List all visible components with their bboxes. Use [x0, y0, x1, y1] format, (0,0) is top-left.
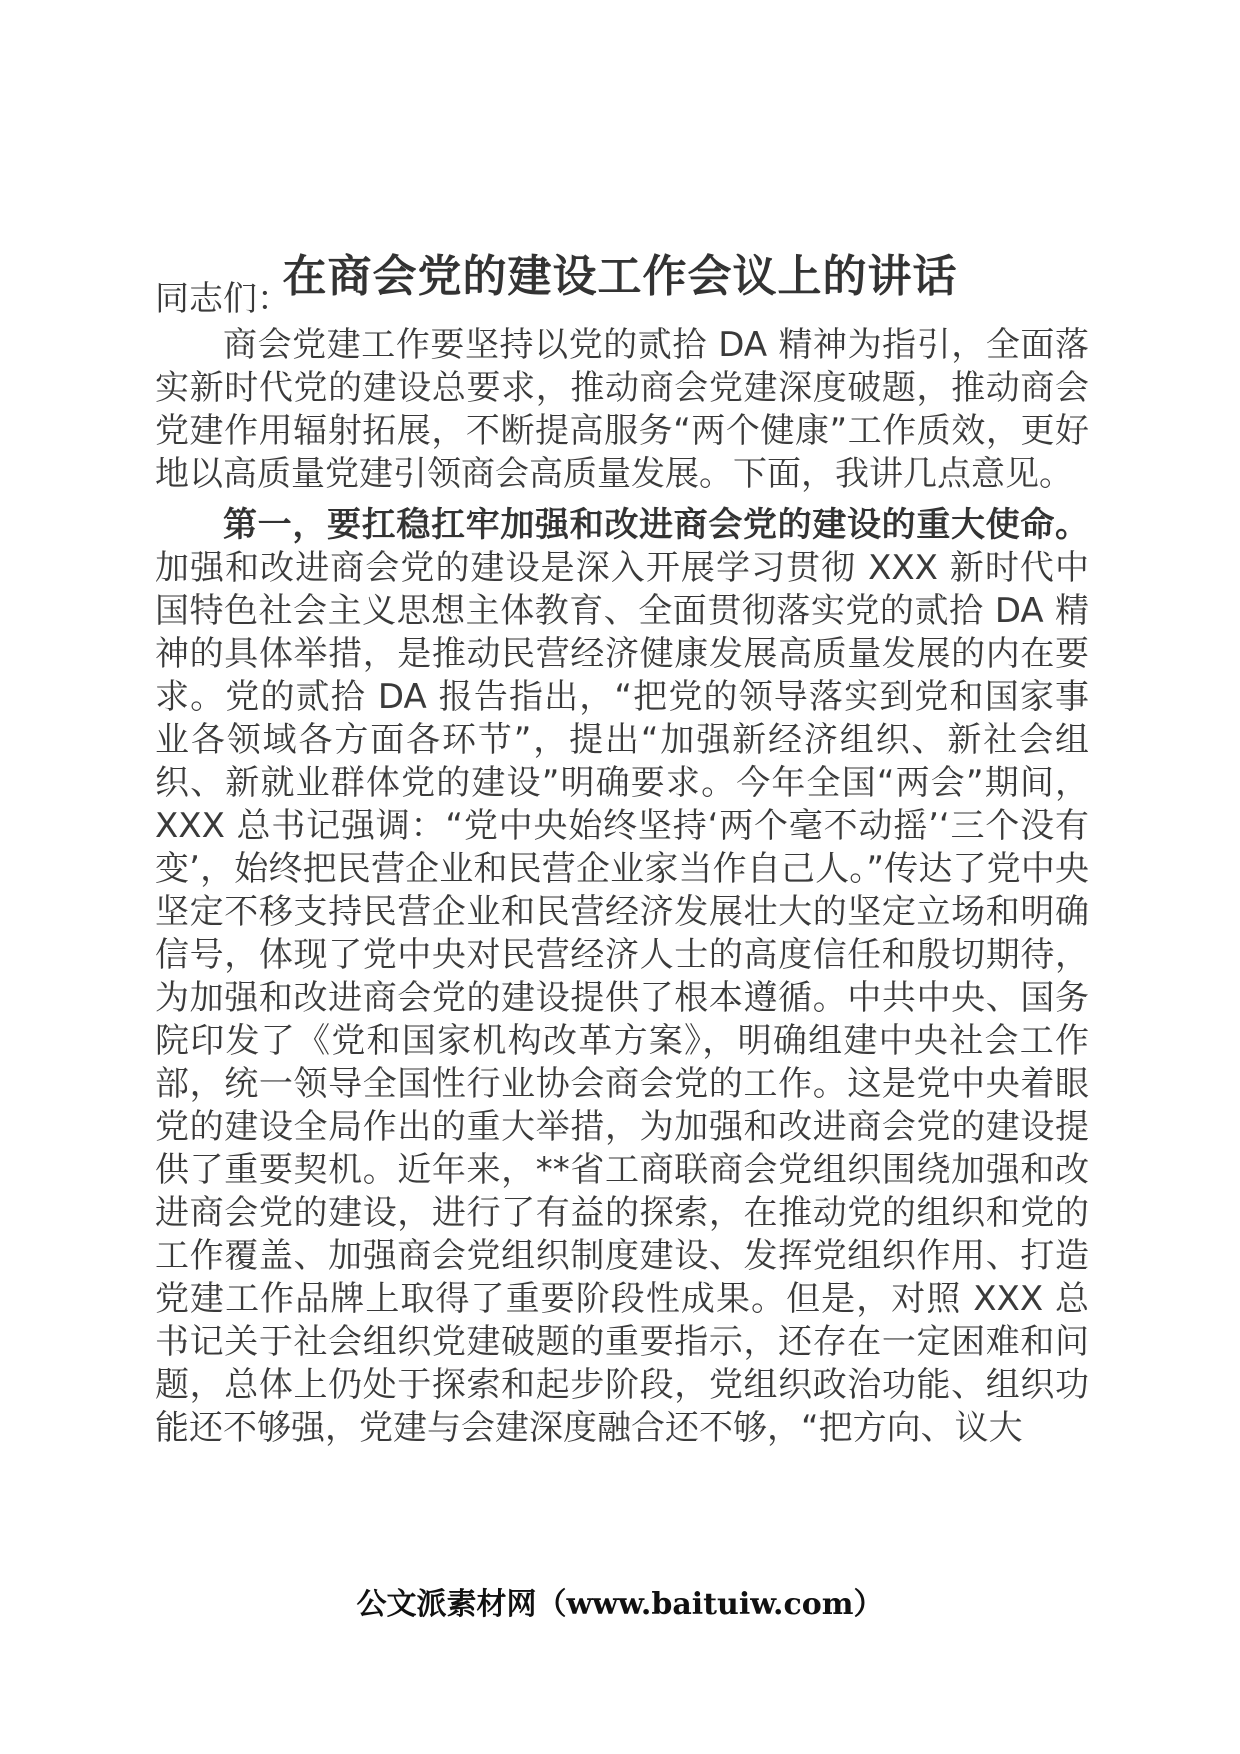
paragraph-heading: 第一，要扛稳扛牢加强和改进商会党的建设的重大使命。: [223, 505, 1089, 545]
paragraph-first-point: [155, 504, 1089, 1450]
paragraph-intro: [155, 324, 1089, 496]
salutation: 同志们：: [155, 279, 291, 319]
paragraph-text: 加强和改进商会党的建设是深入开展学习贯彻 XXX 新时代中国特色社会主义思想主体教育、全面贯彻落实党的贰拾 DA 精神的具体举措，是推动民营经济健康发展高质量发展的内在要求。党的贰拾 DA 报告指出，“把党的领导落实到党和国家事业各领域各方面各环节”，提出“加强新经济组织、新社会组织、新就业群体党的建设”明确要求。今年全国“两会”期间，XXX 总书记强调：“党中央始终坚持‘两个毫不动摇’‘三个没有变’，始终把民营企业和民营企业家当作自己人。”传达了党中央坚定不移支持民营企业和民营经济发展壮大的坚定立场和明确信号，体现了党中央对民营经济人士的高度信任和殷切期待，为加强和改进商会党的建设提供了根本遵循。中共中央、国务院印发了《党和国家机构改革方案》，明确组建中央社会工作部，统一领导全国性行业协会商会党的工作。这是党中央着眼党的建设全局作出的重大举措，为加强和改进商会党的建设提供了重要契机。近年来，**省工商联商会党组织围绕加强和改进商会党的建设，进行了有益的探索，在推动党的组织和党的工作覆盖、加强商会党组织制度建设、发挥党组织作用、打造党建工作品牌上取得了重要阶段性成果。但是，对照 XXX 总书记关于社会组织党建破题的重要指示，还存在一定困难和问题，总体上仍处于探索和起步阶段，党组织政治功能、组织功能还不够强，党建与会建深度融合还不够，“把方向、议大: [155, 548, 1089, 1448]
document-body: [155, 278, 1089, 1458]
document-title: 在商会党的建设工作会议上的讲话: [282, 251, 958, 302]
footer-watermark: 公文派素材网（www.baituiw.com）: [356, 1587, 884, 1622]
paragraph-text: 商会党建工作要坚持以党的贰拾 DA 精神为指引，全面落实新时代党的建设总要求，推动商会党建深度破题，推动商会党建作用辐射拓展，不断提高服务“两个健康”工作质效，更好地以高质量党建引领商会高质量发展。下面，我讲几点意见。: [155, 325, 1089, 494]
